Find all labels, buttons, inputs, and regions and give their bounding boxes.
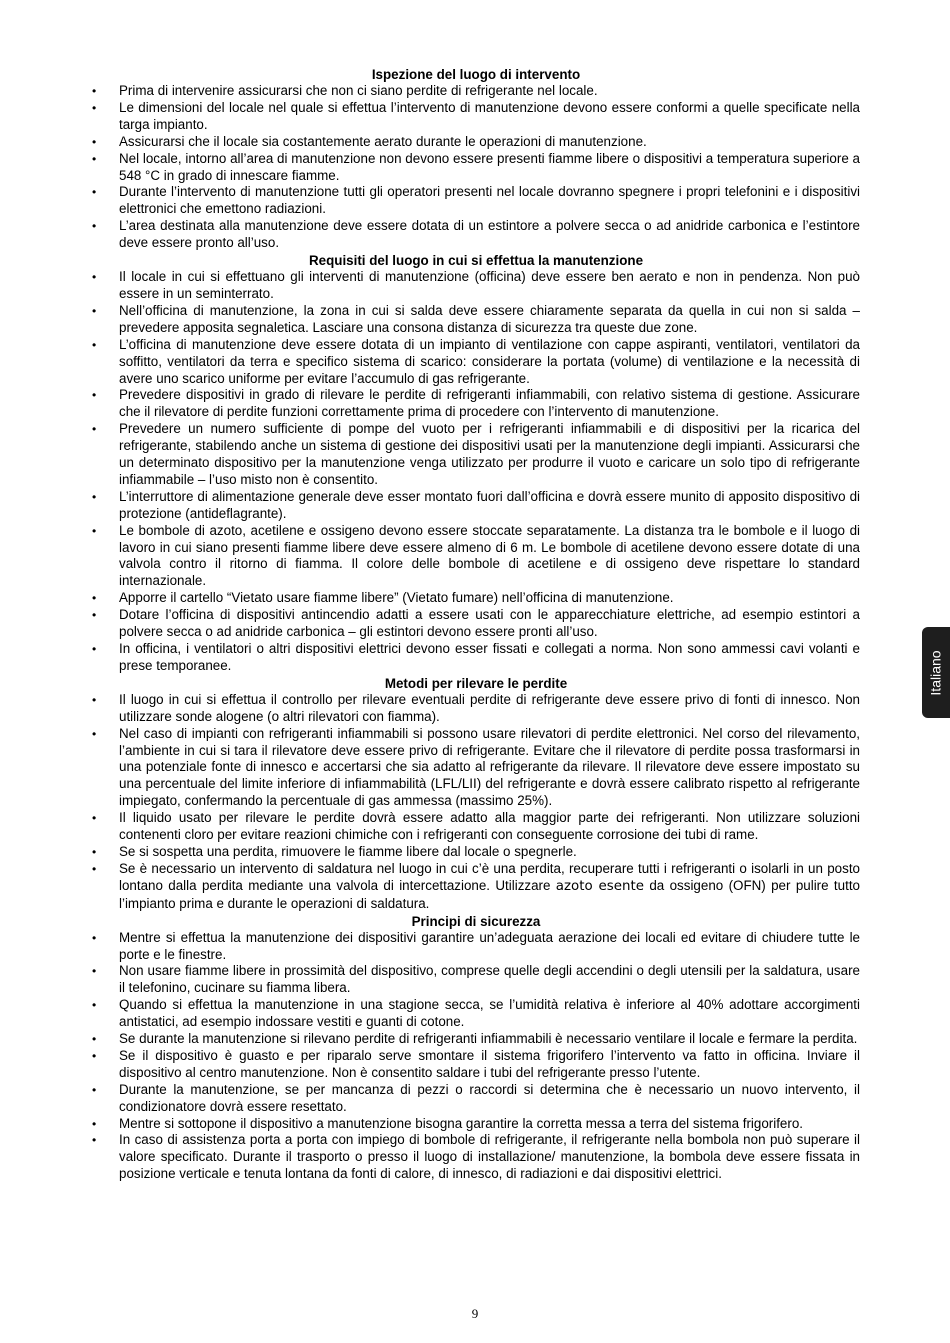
list-item: • Le bombole di azoto, acetilene e ossigeno devono essere stoccate separatamente. La distanza tra le bombole e il luogo di lavoro in cui siano presenti fiamme libere deve essere almeno di 6 m. Le bombole di acetilene devono essere dotate di una valvola contro il ritorno di fiamma. Il colore delle bombole di acetilene e di ossigeno deve rispettare lo standard internazionale. (92, 523, 860, 591)
list-item: • Il liquido usato per rilevare le perdite dovrà essere adatto alla maggior parte dei refrigeranti. Non utilizzare soluzioni contenenti cloro per evitare reazioni chimiche con i refrigeranti con conseguente corrosione dei tubi di rame. (92, 810, 860, 844)
list-item: • In caso di assistenza porta a porta con impiego di bombole di refrigerante, il refrigerante nella bombola non può superare il valore specificato. Durante il trasporto o presso il luogo di installazione/ manutenzione, la bombola deve essere fissata in posizione verticale e tenuta lontana da fonti di calore, di innesco, di radiazioni e dai dispositivi elettrici. (92, 1132, 860, 1183)
list-item: • Assicurarsi che il locale sia costantemente aerato durante le operazioni di manutenzione. (92, 134, 860, 151)
language-tab-label: Italiano (928, 649, 944, 696)
list-item: • In officina, i ventilatori o altri dispositivi elettrici devono esser fissati e collegati a norma. Non sono ammessi cavi volanti e prese temporanee. (92, 641, 860, 675)
list-item: • Prima di intervenire assicurarsi che non ci siano perdite di refrigerante nel locale. (92, 83, 860, 100)
list-item: • Il luogo in cui si effettua il controllo per rilevare eventuali perdite di refrigerante deve essere privo di fonti di innesco. Non utilizzare sonde alogene (o altri rilevatori con fiamma). (92, 692, 860, 726)
section-title: Requisiti del luogo in cui si effettua la manutenzione (308, 253, 644, 269)
list-item-text: Se è necessario un intervento di saldatura nel luogo in cui c’è una perdita, recuperare tutti i refrigeranti o isolarli in un posto lontano dalla perdita mediante una valvola di intercettazione. Utilizzare (119, 860, 860, 893)
list-item (92, 861, 860, 913)
list-item: • Mentre si effettua la manutenzione dei dispositivi garantire un’adeguata aerazione dei locali ed evitare di chiudere tutte le porte e le finestre. (92, 930, 860, 964)
section-title: Ispezione del luogo di intervento (371, 67, 581, 82)
list-item: • Prevedere un numero sufficiente di pompe del vuoto per i refrigeranti infiammabili e di dispositivi per la ricarica del refrigerante, stabilendo anche un sistema di gestione dei dispositivi usati per la manutenzione degli impianti. Assicurarsi che un determinato dispositivo per la manutenzione venga utilizzato per produrre il vuoto e caricare un solo tipo di refrigerante infiammabile – l’uso misto non è consentito. (92, 421, 860, 489)
section-inspection (92, 66, 860, 252)
section-safety-principles (92, 913, 860, 1184)
list-item: • Le dimensioni del locale nel quale si effettua l’intervento di manutenzione devono essere conformi a quelle specificate nella targa impianto. (92, 100, 860, 134)
bullet-list (92, 692, 860, 913)
list-item: • L’interruttore di alimentazione generale deve esser montato fuori dall’officina e dovrà essere munito di apposito dispositivo di protezione (antideflagrante). (92, 489, 860, 523)
list-item: • Mentre si sottopone il dispositivo a manutenzione bisogna garantire la corretta messa a terra del sistema frigorifero. (92, 1116, 860, 1133)
list-item: • Nell’officina di manutenzione, la zona in cui si salda deve essere chiaramente separata da quella in cui non si salda – prevedere apposita segnaletica. Lasciare una consona distanza di sicurezza tra queste due zone. (92, 303, 860, 337)
list-item: • Dotare l’officina di dispositivi antincendio adatti a essere usati con le apparecchiature elettriche, ad esempio estintori a polvere secca o ad anidride carbonica – gli estintori devono essere pronti all’uso. (92, 607, 860, 641)
list-item: • Quando si effettua la manutenzione in una stagione secca, se l’umidità relativa è inferiore al 40% adottare accorgimenti antistatici, ad esempio indossare vestiti e guanti di cotone. (92, 997, 860, 1031)
section-workshop-requirements (92, 252, 860, 675)
section-title: Metodi per rilevare le perdite (384, 675, 568, 691)
page-number: 9 (471, 1306, 479, 1321)
list-item: • L’officina di manutenzione deve essere dotata di un impianto di ventilazione con cappe aspiranti, ventilatori, ventilatori da soffitto, ventilatori da terra e specifico sistema di scarico: considerare la portata (volume) di ventilazione e la necessità di avere uno scarico uniforme per evitare l’accumulo di gas refrigerante. (92, 337, 860, 388)
list-item: • Durante l’intervento di manutenzione tutti gli operatori presenti nel locale dovranno spegnere i propri telefonini e i dispositivi elettronici che emettono radiazioni. (92, 184, 860, 218)
document-body (92, 66, 860, 1183)
highlight-text: azoto esente (555, 878, 644, 894)
list-item: • Non usare fiamme libere in prossimità del dispositivo, comprese quelle degli accendini o degli utensili per la saldatura, usare il telefonino, cucinare su fiamma libera. (92, 963, 860, 997)
list-item: • Prevedere dispositivi in grado di rilevare le perdite di refrigeranti infiammabili, con relativo sistema di gestione. Assicurare che il rilevatore di perdite funzioni correttamente prima di procedere con l’intervento di manutenzione. (92, 387, 860, 421)
list-item-text: da ossigeno (OFN) per pulire tutto l’impianto prima e durante le operazioni di saldatura. (119, 877, 860, 911)
bullet-list (92, 83, 860, 252)
list-item: • Il locale in cui si effettuano gli interventi di manutenzione (officina) deve essere ben aerato e non in pendenza. Non può essere in un seminterrato. (92, 269, 860, 303)
bullet-list (92, 930, 860, 1184)
list-item: • L’area destinata alla manutenzione deve essere dotata di un estintore a polvere secca o ad anidride carbonica e l’estintore deve essere pronto all’uso. (92, 218, 860, 252)
list-item: • Durante la manutenzione, se per mancanza di pezzi o raccordi si determina che è necessario un nuovo intervento, il condizionatore dovrà essere resettato. (92, 1082, 860, 1116)
list-item: • Se il dispositivo è guasto e per riparalo serve smontare il sistema frigorifero l’intervento va fatto in officina. Inviare il dispositivo al centro manutenzione. Non è consentito saldare i tubi del refrigerante presso l’utente. (92, 1048, 860, 1082)
list-item: • Nel locale, intorno all’area di manutenzione non devono essere presenti fiamme libere o dispositivi a temperatura superiore a 548 °C in grado di innescare fiamme. (92, 151, 860, 185)
section-leak-detection (92, 675, 860, 913)
language-tab (922, 627, 950, 718)
section-title: Principi di sicurezza (411, 913, 541, 929)
list-item: • Apporre il cartello “Vietato usare fiamme libere” (Vietato fumare) nell’officina di manutenzione. (92, 590, 860, 607)
list-item: • Nel caso di impianti con refrigeranti infiammabili si possono usare rilevatori di perdite elettronici. Nel corso del rilevamento, l’ambiente in cui si tara il rilevatore deve essere privo di refrigerante. Evitare che il rilevatore di perdite possa trasformarsi in una potenziale fonte di innesco e accertarsi che sia adatto al refrigerante da rilevare. Il rilevatore deve essere impostato su una percentuale del limite inferiore di infiammabilità (LFL/LII) del refrigerante e dovrà essere calibrato rispetto al refrigerante impiegato, confermando la percentuale di gas ammessa (massimo 25%). (92, 726, 860, 811)
bullet-list (92, 269, 860, 675)
list-item: • Se si sospetta una perdita, rimuovere le fiamme libere dal locale o spegnerle. (92, 844, 860, 861)
list-item: • Se durante la manutenzione si rilevano perdite di refrigeranti infiammabili è necessario ventilare il locale e fermare la perdita. (92, 1031, 860, 1048)
